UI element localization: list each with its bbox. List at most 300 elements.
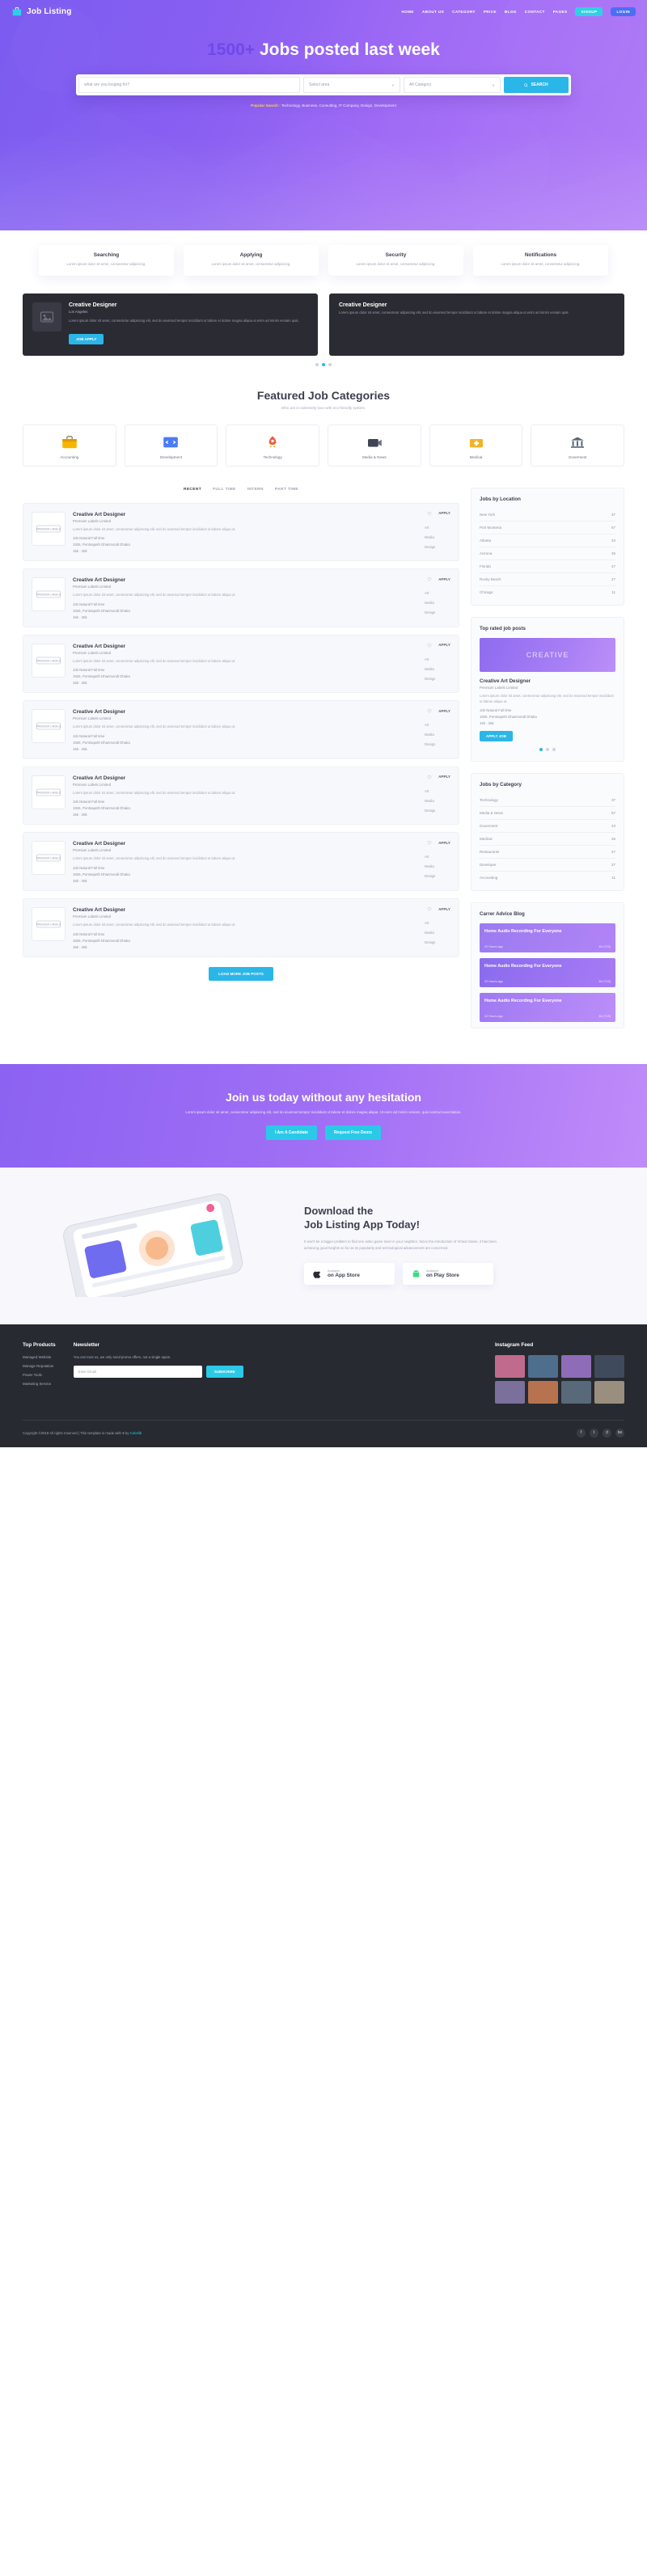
category-row-count: 47 <box>611 849 615 854</box>
top-job-company: Premium Labels Limited <box>480 685 518 690</box>
nav-item-about[interactable]: ABOUT US <box>421 9 445 14</box>
job-salary: 15k - 25k <box>73 614 87 619</box>
heart-icon[interactable] <box>427 840 432 845</box>
job-company: Premium Labels Limited <box>73 518 112 523</box>
hero-title-highlight: 1500+ <box>207 40 256 59</box>
location-row[interactable] <box>480 509 615 521</box>
newsletter-form <box>74 1366 243 1378</box>
job-type: Job Natural Full time <box>73 931 105 936</box>
svg-text:PREMIUM LABELS: PREMIUM LABELS <box>36 856 61 860</box>
feature-card-applying[interactable] <box>184 245 319 276</box>
category-row-name: Developer <box>480 862 497 867</box>
apply-button[interactable]: APPLY <box>438 643 450 648</box>
heart-icon[interactable] <box>427 576 432 581</box>
heart-icon[interactable] <box>427 511 432 516</box>
job-tag: Design <box>425 874 436 879</box>
heart-icon[interactable] <box>427 643 432 648</box>
main-content <box>0 488 647 1040</box>
location-list <box>472 509 624 605</box>
area-select-value: Select area <box>309 82 330 87</box>
apply-button[interactable]: APPLY <box>438 576 450 581</box>
job-tags <box>425 907 450 949</box>
slider-slide-2[interactable] <box>329 293 624 355</box>
cta-buttons <box>266 1125 381 1140</box>
play-store-button[interactable] <box>403 1263 493 1285</box>
slide-apply-button[interactable]: JOB APPLY <box>69 334 104 344</box>
company-logo-icon <box>32 644 66 678</box>
job-tag: Media <box>425 601 434 606</box>
job-type: Job Natural Full time <box>73 602 105 606</box>
category-name: Media & News <box>362 454 387 459</box>
feature-text: Lorem ipsum dolor sit amet, consectetur adipiscing. <box>66 262 146 266</box>
tab-full-time[interactable]: FULL TIME <box>213 487 236 492</box>
feature-title: Applying <box>239 252 263 258</box>
location-row[interactable] <box>480 534 615 547</box>
footer-bottom <box>23 1420 624 1447</box>
svg-text:PREMIUM LABELS: PREMIUM LABELS <box>36 923 61 927</box>
job-tag: Design <box>425 742 436 747</box>
slide-desc: Lorem ipsum dolor sit amet, consectetur adipiscing elit, sed do eiusmod tempor incididunt ut labore et dolore magna aliqua ut enim ad minim veniam quis. <box>69 319 299 323</box>
nav-item-blog[interactable]: BLOG <box>504 9 517 14</box>
job-actions <box>427 906 450 911</box>
area-select[interactable] <box>303 77 400 93</box>
job-tag: Art <box>425 591 429 596</box>
instagram-title: Instagram Feed <box>495 1341 534 1348</box>
job-salary: 15k - 25k <box>73 879 87 884</box>
top-job-address: 1926, Pontnapeth Dhanmondi Dhaka <box>480 714 537 719</box>
slider-slide-1[interactable] <box>23 293 318 355</box>
apply-button[interactable]: APPLY <box>438 906 450 911</box>
location-row[interactable] <box>480 560 615 572</box>
phone-mockup <box>23 1192 290 1297</box>
copyright-pre: Copyright ©2018 All rights reserved | This template is made with <box>23 1430 123 1435</box>
top-job-dots <box>480 748 615 751</box>
job-meta <box>73 932 417 949</box>
jobs-by-location-card <box>471 488 624 606</box>
feature-card-notifications[interactable] <box>473 245 608 276</box>
nav-item-contact[interactable]: CONTACT <box>524 9 545 14</box>
job-meta <box>73 734 417 751</box>
category-row[interactable] <box>480 819 615 832</box>
blog-post-meta <box>484 980 611 983</box>
categories-title: Featured Job Categories <box>256 388 391 402</box>
apply-button[interactable]: APPLY <box>438 511 450 516</box>
category-row[interactable] <box>480 858 615 871</box>
company-logo-icon <box>32 577 66 611</box>
job-title: Creative Art Designer <box>73 775 126 781</box>
apply-button[interactable]: APPLY <box>438 840 450 845</box>
social-links <box>577 1429 624 1438</box>
feature-text: Lorem ipsum dolor sit amet, consectetur adipiscing. <box>211 262 291 266</box>
svg-text:PREMIUM LABELS: PREMIUM LABELS <box>36 659 61 663</box>
job-tags <box>425 512 450 554</box>
job-card[interactable] <box>23 568 459 627</box>
top-job-desc: Lorem ipsum dolor sit amet, consectetur adipiscing elit, sed do eiusmod tempor incididunt ut labore aliqua ut. <box>480 693 614 704</box>
instagram-thumb[interactable] <box>561 1355 591 1378</box>
category-select[interactable] <box>404 77 501 93</box>
popular-search-label: Popular Search : <box>251 103 281 108</box>
company-logo-icon <box>32 775 66 809</box>
tab-part-time[interactable]: PART TIME <box>274 487 299 492</box>
job-description: Lorem ipsum dolor sit amet, consectetur adipiscing elit, sed do eiusmod tempor incididunt ut labore aliqua ut. <box>73 724 236 729</box>
job-actions <box>427 708 450 713</box>
job-tags <box>425 709 450 751</box>
instagram-thumb[interactable] <box>528 1381 558 1404</box>
top-rated-title: Top rated job posts <box>480 625 526 631</box>
job-actions <box>427 511 450 516</box>
location-name: Arizona <box>480 551 493 555</box>
top-job[interactable] <box>472 638 624 761</box>
jobs-by-category-title: Jobs by Category <box>480 781 522 788</box>
job-actions <box>427 775 450 779</box>
location-count: 26 <box>611 551 615 555</box>
job-salary: 15k - 25k <box>73 549 87 554</box>
category-card-medical[interactable] <box>429 424 523 467</box>
job-address: 1926, Pontnapeth Dhanmondi Dhaka <box>73 674 130 679</box>
top-job-dot-3[interactable] <box>552 748 556 751</box>
category-row[interactable] <box>480 806 615 819</box>
job-company: Premium Labels Limited <box>73 716 112 721</box>
signup-button[interactable]: SIGNUP <box>575 7 603 16</box>
job-actions <box>427 576 450 581</box>
category-card-accounting[interactable] <box>23 424 116 467</box>
job-actions <box>427 840 450 845</box>
slide-title: Creative Designer <box>339 302 387 309</box>
job-title: Creative Art Designer <box>73 841 126 847</box>
blog-post[interactable] <box>480 993 615 1022</box>
job-address: 1926, Pontnapeth Dhanmondi Dhaka <box>73 543 130 547</box>
categories-header <box>0 389 647 410</box>
heart-icon[interactable] <box>427 708 432 713</box>
cta-text: Lorem ipsum dolor sit amet, consectetur adipiscing elit, sed do eiusmod tempor incididunt ut labore et dolore magna aliqua. Ut enim ad minim veniam, quis nostrud exercitation. <box>185 1110 462 1115</box>
blog-post-date: 22 Hours ago <box>484 944 503 948</box>
category-rows <box>472 794 624 890</box>
job-tag: Design <box>425 808 436 813</box>
category-name: Development <box>159 454 183 459</box>
footer <box>0 1324 647 1447</box>
footer-link[interactable]: Managed Website <box>23 1354 52 1359</box>
blog-post-title: Home Audio Recording For Everyone <box>484 998 562 1003</box>
location-row[interactable] <box>480 521 615 534</box>
top-job-banner: CREATIVE <box>480 638 615 672</box>
blog-title: Carrer Advice Blog <box>480 910 525 917</box>
tab-intern[interactable]: INTERN <box>247 487 264 492</box>
store-buttons <box>304 1263 624 1285</box>
location-row[interactable] <box>480 572 615 585</box>
nav-item-home[interactable]: HOME <box>401 9 414 14</box>
category-name: Goverment <box>568 454 587 459</box>
category-row-name: Restaurants <box>480 849 500 854</box>
category-name: Technology <box>263 454 282 459</box>
heart-icon[interactable] <box>427 906 432 911</box>
blog-post-date: 22 Hours ago <box>484 979 503 983</box>
blog-post-title: Home Audio Recording For Everyone <box>484 928 562 934</box>
job-info <box>73 709 417 751</box>
tab-recent[interactable]: RECENT <box>183 487 202 492</box>
blog-post-meta <box>484 945 611 948</box>
copyright-brand[interactable]: Colorlib <box>129 1430 142 1435</box>
feature-card-security[interactable] <box>328 245 463 276</box>
nav-item-category[interactable]: CATEGORY <box>452 9 476 14</box>
instagram-thumb[interactable] <box>594 1381 624 1404</box>
company-logo-icon <box>32 841 66 875</box>
jobs-by-category-card <box>471 773 624 891</box>
job-address: 1926, Pontnapeth Dhanmondi Dhaka <box>73 938 130 943</box>
svg-text:PREMIUM LABELS: PREMIUM LABELS <box>36 593 61 597</box>
job-tag: Design <box>425 676 436 681</box>
category-row-name: Media & News <box>480 810 504 815</box>
company-logo-icon <box>32 709 66 743</box>
instagram-thumb[interactable] <box>495 1355 525 1378</box>
slider-dot-1[interactable] <box>315 363 319 366</box>
category-row-name: Goverment <box>480 823 498 828</box>
category-select-value: All Category <box>409 82 432 87</box>
footer-link[interactable]: Manage Reputation <box>23 1363 54 1368</box>
category-row-count: 37 <box>611 797 615 802</box>
job-address: 1926, Pontnapeth Dhanmondi Dhaka <box>73 740 130 745</box>
search-button[interactable] <box>504 77 569 93</box>
job-meta <box>73 800 417 817</box>
popular-search-tags[interactable]: Technology, Business, Consulting, IT Company, Design, Development <box>281 103 396 108</box>
briefcase-icon <box>27 433 112 451</box>
camera-icon <box>332 433 417 451</box>
job-tag: Art <box>425 855 429 859</box>
svg-text:PREMIUM LABELS: PREMIUM LABELS <box>36 724 61 728</box>
app-text: It won't be a bigger problem to find one video game lover in your neighbor. Since the introduction of Virtual Game, it has been achieving good heights so far as its popularity and technological advancement are concerned. <box>304 1239 497 1250</box>
feature-text: Lorem ipsum dolor sit amet, consectetur adipiscing. <box>356 262 436 266</box>
blog-post-meta <box>484 1015 611 1018</box>
store-main: on App Store <box>328 1272 360 1278</box>
apply-button[interactable]: APPLY <box>438 775 450 779</box>
company-logo-icon <box>32 907 66 941</box>
copyright <box>23 1431 142 1435</box>
job-card[interactable] <box>23 898 459 957</box>
instagram-thumb[interactable] <box>528 1355 558 1378</box>
job-salary: 15k - 25k <box>73 944 87 949</box>
location-count: 57 <box>611 525 615 530</box>
slider-dot-2[interactable] <box>322 363 325 366</box>
top-job-meta <box>480 708 615 725</box>
job-company: Premium Labels Limited <box>73 848 112 853</box>
job-description: Lorem ipsum dolor sit amet, consectetur adipiscing elit, sed do eiusmod tempor incididunt ut labore aliqua ut. <box>73 593 236 598</box>
blog-post-comments: Mr (719) <box>598 979 611 983</box>
svg-text:PREMIUM LABELS: PREMIUM LABELS <box>36 527 61 531</box>
job-list-column <box>23 488 459 981</box>
job-card[interactable] <box>23 832 459 891</box>
job-description: Lorem ipsum dolor sit amet, consectetur adipiscing elit, sed do eiusmod tempor incididunt ut labore aliqua ut. <box>73 790 236 795</box>
slider-dot-3[interactable] <box>328 363 332 366</box>
store-sub: Available <box>328 1269 340 1273</box>
job-type: Job Natural Full time <box>73 536 105 541</box>
category-row[interactable] <box>480 832 615 845</box>
slide-thumbnail <box>32 302 61 332</box>
job-card[interactable] <box>23 503 459 562</box>
footer-newsletter <box>74 1342 243 1404</box>
hero-title-rest: Jobs posted last week <box>255 40 440 59</box>
category-row-name: Accounting <box>480 875 498 880</box>
hero-section <box>0 0 647 230</box>
slide-location: Los Angeles <box>69 310 88 315</box>
instagram-thumb[interactable] <box>561 1381 591 1404</box>
category-row[interactable] <box>480 845 615 858</box>
top-job-title: Creative Art Designer <box>480 678 531 684</box>
job-tag: Art <box>425 657 429 661</box>
job-description: Lorem ipsum dolor sit amet, consectetur adipiscing elit, sed do eiusmod tempor incididunt ut labore aliqua ut. <box>73 526 236 531</box>
job-company: Premium Labels Limited <box>73 650 112 655</box>
login-button[interactable]: LOGIN <box>611 7 636 16</box>
footer-columns <box>23 1342 624 1404</box>
newsletter-input[interactable]: Enter Email <box>74 1366 202 1378</box>
career-advice-blog-card <box>471 902 624 1028</box>
category-row-count: 11 <box>611 875 615 880</box>
instagram-grid <box>495 1355 624 1404</box>
app-heading <box>304 1204 624 1232</box>
category-card-development[interactable] <box>125 424 218 467</box>
jobs-by-location-title: Jobs by Location <box>480 496 521 502</box>
search-icon <box>524 83 528 87</box>
job-company: Premium Labels Limited <box>73 782 112 787</box>
footer-link[interactable]: Marketing Service <box>23 1381 52 1386</box>
brand-logo[interactable] <box>11 6 72 17</box>
heart-icon[interactable] <box>427 775 432 779</box>
app-download-text <box>304 1204 624 1285</box>
instagram-thumb[interactable] <box>495 1381 525 1404</box>
job-salary: 15k - 25k <box>73 681 87 686</box>
bank-icon <box>535 433 620 451</box>
job-meta <box>73 536 417 553</box>
location-name: Florida <box>480 564 491 568</box>
job-salary: 15k - 25k <box>73 813 87 817</box>
app-download-section <box>0 1168 647 1324</box>
medkit-icon <box>433 433 519 451</box>
nav-links <box>402 7 636 16</box>
category-name: Accounting <box>60 454 79 459</box>
demo-button[interactable]: Request Free Demo <box>325 1125 381 1140</box>
newsletter-subscribe-button[interactable]: SUBSCRIBE <box>206 1366 243 1378</box>
popular-search <box>0 103 647 108</box>
load-more-button[interactable]: LOAD MORE JOB POSTS <box>209 967 273 981</box>
job-info <box>73 644 417 686</box>
job-card[interactable] <box>23 766 459 826</box>
top-job-apply-button[interactable]: APPLY JOB <box>480 731 513 741</box>
job-title: Creative Art Designer <box>73 907 126 914</box>
instagram-thumb[interactable] <box>594 1355 624 1378</box>
job-card[interactable] <box>23 700 459 759</box>
category-row[interactable] <box>480 871 615 884</box>
job-tags <box>425 577 450 619</box>
chevron-down-icon: ▼ <box>492 82 495 87</box>
phone-image <box>35 1192 277 1297</box>
job-type: Job Natural Full time <box>73 800 105 804</box>
search-input[interactable]: what are you looging for? <box>78 77 300 93</box>
feature-title: Security <box>385 252 407 258</box>
top-job-dot-1[interactable] <box>539 748 543 751</box>
top-job-dot-2[interactable] <box>546 748 549 751</box>
cta-heading: Join us today without any hesitation <box>226 1091 421 1104</box>
app-heading-line2: Job Listing App Today! <box>304 1218 420 1231</box>
job-tags <box>425 841 450 883</box>
category-card-technology[interactable] <box>226 424 319 467</box>
job-tag: Art <box>425 525 429 530</box>
job-title: Creative Art Designer <box>73 577 126 584</box>
svg-text:PREMIUM LABELS: PREMIUM LABELS <box>36 791 61 795</box>
apple-icon <box>312 1268 323 1280</box>
blog-post-title: Home Audio Recording For Everyone <box>484 963 562 969</box>
nav-item-pages[interactable]: PAGES <box>552 9 568 14</box>
job-address: 1926, Pontnapeth Dhanmondi Dhaka <box>73 872 130 877</box>
category-row[interactable] <box>480 794 615 806</box>
category-card-media-news[interactable] <box>328 424 421 467</box>
chevron-down-icon: ▼ <box>391 82 395 87</box>
job-tag: Media <box>425 931 434 935</box>
job-info <box>73 512 417 554</box>
twitter-icon[interactable]: t <box>590 1429 598 1438</box>
feature-card-searching[interactable] <box>39 245 174 276</box>
newsletter-text: You can trust us, we only send promo offers, not a single spam. <box>73 1354 171 1359</box>
category-name: Medical <box>469 454 483 459</box>
blog-post[interactable] <box>480 923 615 952</box>
behance-icon[interactable]: be <box>615 1429 624 1438</box>
search-bar <box>76 74 571 95</box>
apply-button[interactable]: APPLY <box>438 708 450 713</box>
candidate-button[interactable]: I Am A Candidate <box>266 1125 317 1140</box>
job-tag: Media <box>425 666 434 671</box>
brand-text: Job Listing <box>27 6 72 16</box>
job-description: Lorem ipsum dolor sit amet, consectetur adipiscing elit, sed do eiusmod tempor incididunt ut labore aliqua ut. <box>73 658 236 663</box>
location-name: Port Monteria <box>480 525 502 530</box>
copyright-post: by <box>124 1430 130 1435</box>
job-info <box>73 577 417 619</box>
slider-dots <box>0 363 647 366</box>
code-icon <box>129 433 214 451</box>
slide-desc: Lorem ipsum dolor sit amet, consectetur adipiscing elit, sed do eiusmod tempor incididunt ut labore et dolore magna aliqua ut enim ad minim veniam quis. <box>339 310 569 315</box>
feature-title: Searching <box>93 252 120 258</box>
dribbble-icon[interactable]: d <box>603 1429 611 1438</box>
location-row[interactable] <box>480 585 615 598</box>
job-tag: Design <box>425 544 436 549</box>
location-name: Atlanta <box>480 538 492 543</box>
job-tag: Media <box>425 733 434 737</box>
footer-link[interactable]: Power Tools <box>23 1372 42 1377</box>
feature-text: Lorem ipsum dolor sit amet, consectetur adipiscing. <box>501 262 581 266</box>
nav-item-price[interactable]: PRICE <box>483 9 497 14</box>
job-tag: Media <box>425 534 434 539</box>
blog-post[interactable] <box>480 958 615 987</box>
job-tag: Design <box>425 610 436 615</box>
job-title: Creative Art Designer <box>73 511 126 517</box>
job-tag: Media <box>425 798 434 803</box>
job-actions <box>427 643 450 648</box>
blog-post-date: 22 Hours ago <box>484 1014 503 1018</box>
facebook-icon[interactable]: f <box>577 1429 586 1438</box>
job-tag: Design <box>425 940 436 945</box>
location-count: 37 <box>611 512 615 517</box>
job-address: 1926, Pontnapeth Dhanmondi Dhaka <box>73 806 130 811</box>
job-tag: Art <box>425 921 429 926</box>
app-store-button[interactable] <box>304 1263 395 1285</box>
search-button-label: SEARCH <box>531 82 548 87</box>
location-count: 11 <box>611 589 615 594</box>
image-icon <box>40 310 54 324</box>
location-count: 23 <box>611 538 615 543</box>
footer-products-title: Top Products <box>23 1341 56 1348</box>
job-meta <box>73 866 417 883</box>
category-card-goverment[interactable] <box>531 424 624 467</box>
job-card[interactable] <box>23 635 459 694</box>
location-row[interactable] <box>480 547 615 560</box>
company-logo-icon <box>32 512 66 546</box>
job-info <box>73 775 417 817</box>
